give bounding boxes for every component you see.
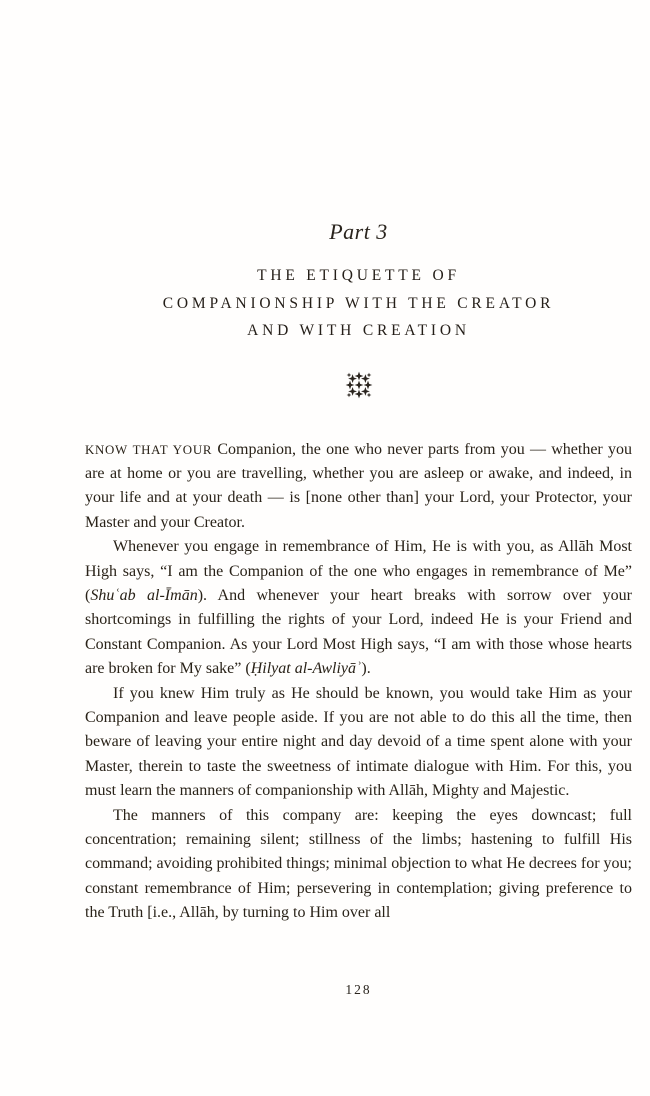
text-column [85,0,632,926]
page-number: 128 [345,982,372,997]
text-run: Ḥilyat al-Awliyāʾ [250,660,362,678]
part-label: Part 3 [329,219,388,244]
chapter-title-line-3: AND WITH CREATION [247,322,470,339]
text-run: Whenever you engage in remembrance of Him, He is with you, as Allāh Most High says, “I am the Companion of the one who engages in remembrance of Me” ( [85,538,632,604]
paragraph [85,535,632,681]
chapter-title [85,262,632,345]
text-run: ). [361,660,371,678]
text-run: The manners of this company are: keeping the eyes downcast; full concentration; remaining silent; stillness of the limbs; hastening to fulfill His command; avoiding prohibited things; minimal objection to what He decrees for you; constant remembrance of Him; persevering in contemplation; giving preference to the Truth [i.e., Allāh, by turning to Him over all [85,806,632,922]
star-rosette-ornament-icon [344,370,374,400]
text-run: If you knew Him truly as He should be known, you would take Him as your Companion and leave people aside. If you are not able to do this all the time, then beware of leaving your entire night and day devoid of a time spent alone with your Master, therein to taste the sweetness of intimate dialogue with Him. For this, you must learn the manners of companionship with Allāh, Mighty and Majestic. [85,684,632,800]
chapter-title-line-2: COMPANIONSHIP WITH THE CREATOR [162,294,555,312]
text-run: KNOW THAT YOUR [85,442,213,457]
text-run: Shuʿab al-Īmān [90,586,198,604]
paragraph [85,804,632,926]
chapter-title-line-1: THE ETIQUETTE OF [257,267,460,284]
text-run: Companion, the one who never parts from you — whether you are at home or you are travelling, whether you are asleep or awake, and indeed, in your life and at your death — is [none other than] your Lord, your Protector, your Master and your Creator. [85,440,632,531]
paragraph [85,682,632,804]
text-run: ). And whenever your heart breaks with sorrow over your shortcomings in fulfilling the rights of your Lord, indeed He is your Friend and Constant Companion. As your Lord Most High says, “I am with those whose hearts are broken for My sake” ( [85,586,633,678]
ornament-container [85,370,632,400]
body-paragraphs [85,438,632,926]
paragraph [85,438,632,536]
